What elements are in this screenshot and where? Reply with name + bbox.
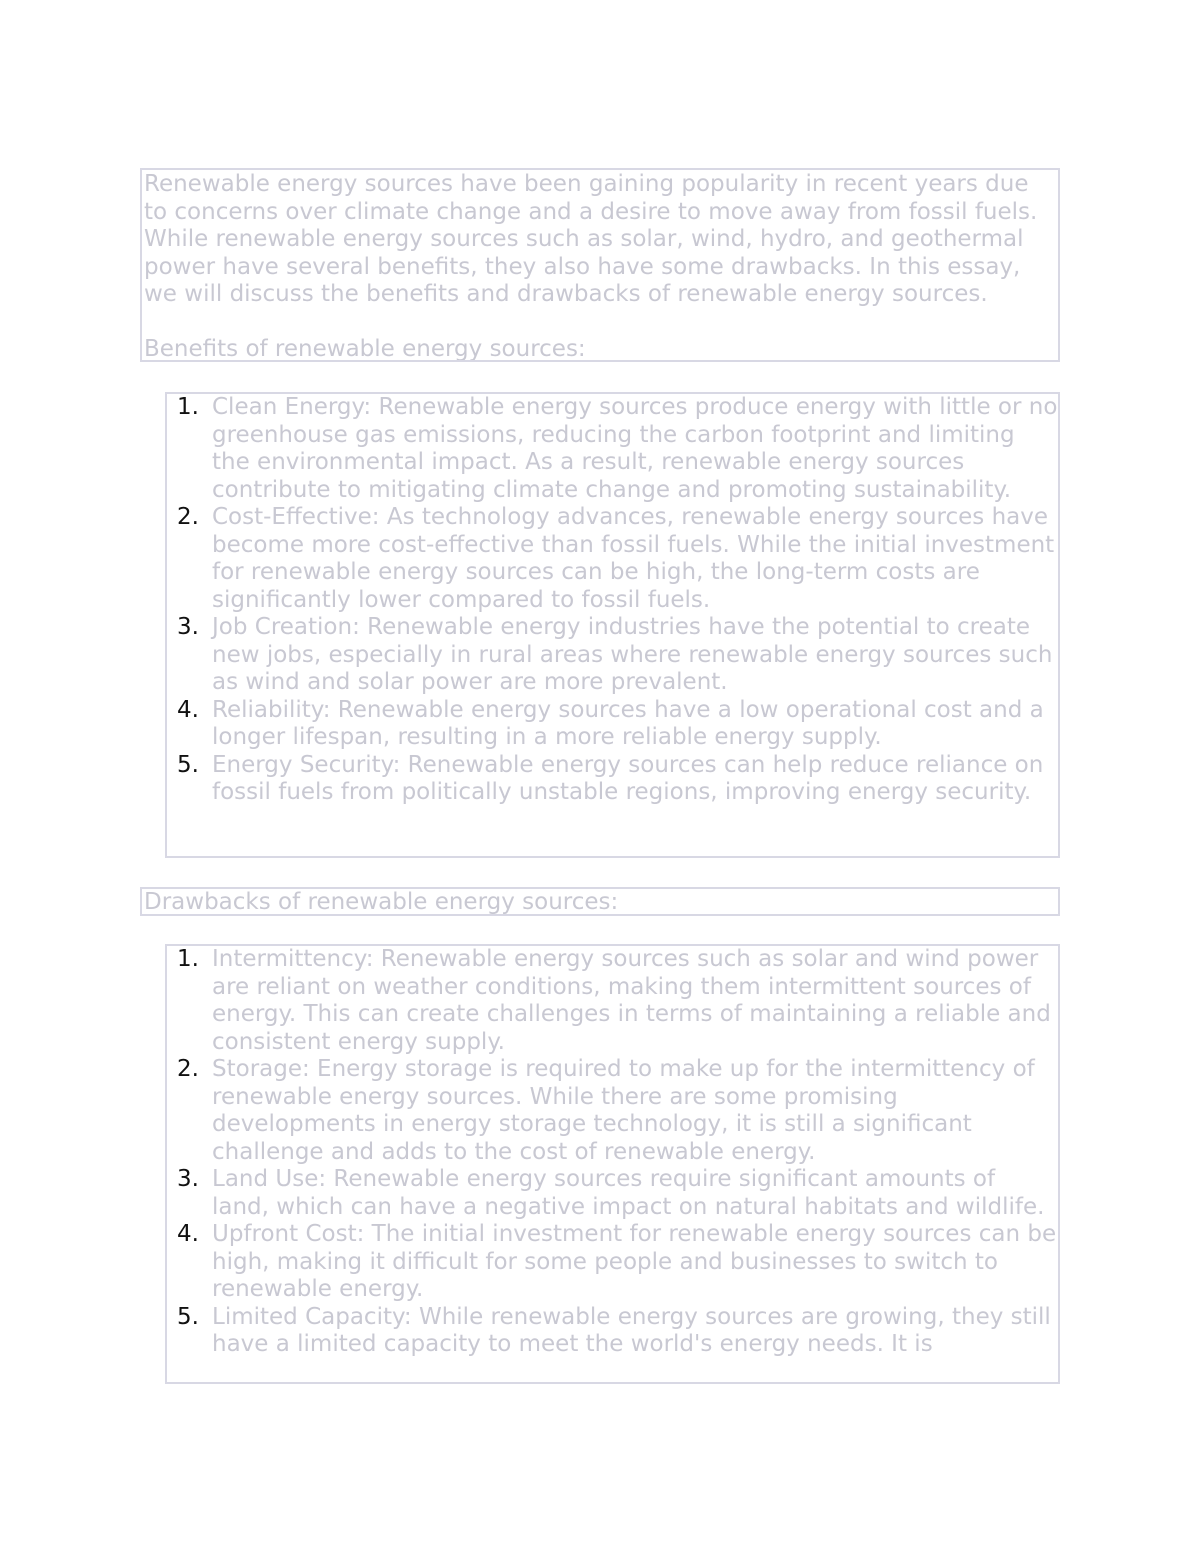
list-number: 2.: [177, 1056, 199, 1082]
benefits-list: [167, 394, 1058, 807]
list-number: 2.: [177, 504, 199, 530]
drawbacks-list-box[interactable]: [165, 944, 1060, 1384]
drawbacks-heading: Drawbacks of renewable energy sources:: [144, 889, 619, 915]
list-item-text: Job Creation: Renewable energy industries have the potential to create new jobs, especially in rural areas where renewable energy sources such as wind and solar power are more prevalent.: [212, 614, 1053, 695]
list-item: [167, 697, 1058, 752]
list-item: [167, 614, 1058, 697]
paragraph-spacer: [144, 309, 1058, 337]
list-item-text: Storage: Energy storage is required to make up for the intermittency of renewable energy sources. While there are some promising developments in energy storage technology, it is still a significant challenge and adds to the cost of renewable energy.: [212, 1056, 1035, 1165]
drawbacks-heading-box[interactable]: [140, 887, 1060, 916]
intro-paragraph: Renewable energy sources have been gaining popularity in recent years due to concerns over climate change and a desire to move away from fossil fuels. While renewable energy sources such as solar, wind, hydro, and geothermal power have several benefits, they also have some drawbacks. In this essay, we will discuss the benefits and drawbacks of renewable energy sources.: [144, 171, 1038, 307]
list-item: [167, 1056, 1058, 1166]
list-number: 4.: [177, 1221, 199, 1247]
list-number: 1.: [177, 394, 199, 420]
benefits-list-box[interactable]: [165, 392, 1060, 858]
benefits-heading: Benefits of renewable energy sources:: [144, 336, 586, 362]
list-item: [167, 1166, 1058, 1221]
list-item: [167, 1304, 1058, 1359]
drawbacks-list: [167, 946, 1058, 1359]
list-item: [167, 752, 1058, 807]
list-item-text: Cost-Effective: As technology advances, renewable energy sources have become more cost-effective than fossil fuels. While the initial investment for renewable energy sources can be high, the long-term costs are significantly lower compared to fossil fuels.: [212, 504, 1055, 613]
list-item: [167, 1221, 1058, 1304]
list-item: [167, 504, 1058, 614]
list-number: 5.: [177, 751, 199, 778]
list-number: 1.: [177, 946, 199, 972]
list-item-text: Energy Security: Renewable energy sources can help reduce reliance on fossil fuels from politically unstable regions, improving energy security.: [212, 751, 1044, 805]
intro-text-box[interactable]: [140, 168, 1060, 362]
list-item: [167, 394, 1058, 504]
list-item-text: Reliability: Renewable energy sources have a low operational cost and a longer lifespan, resulting in a more reliable energy supply.: [212, 696, 1044, 750]
list-item-text: Upfront Cost: The initial investment for renewable energy sources can be high, making it difficult for some people and businesses to switch to renewable energy.: [212, 1221, 1057, 1302]
list-item: [167, 946, 1058, 1056]
list-item-text: Land Use: Renewable energy sources require significant amounts of land, which can have a negative impact on natural habitats and wildlife.: [212, 1166, 1045, 1220]
list-item-text: Clean Energy: Renewable energy sources produce energy with little or no greenhouse gas emissions, reducing the carbon footprint and limiting the environmental impact. As a result, renewable energy sources contribute to mitigating climate change and promoting sustainability.: [212, 394, 1058, 503]
list-item-text: Intermittency: Renewable energy sources such as solar and wind power are reliant on weather conditions, making them intermittent sources of energy. This can create challenges in terms of maintaining a reliable and consistent energy supply.: [212, 946, 1051, 1055]
list-item-text: Limited Capacity: While renewable energy sources are growing, they still have a limited capacity to meet the world's energy needs. It is: [212, 1303, 1051, 1357]
list-number: 5.: [177, 1303, 199, 1330]
list-number: 3.: [177, 614, 199, 640]
list-number: 4.: [177, 696, 199, 723]
list-number: 3.: [177, 1166, 199, 1192]
